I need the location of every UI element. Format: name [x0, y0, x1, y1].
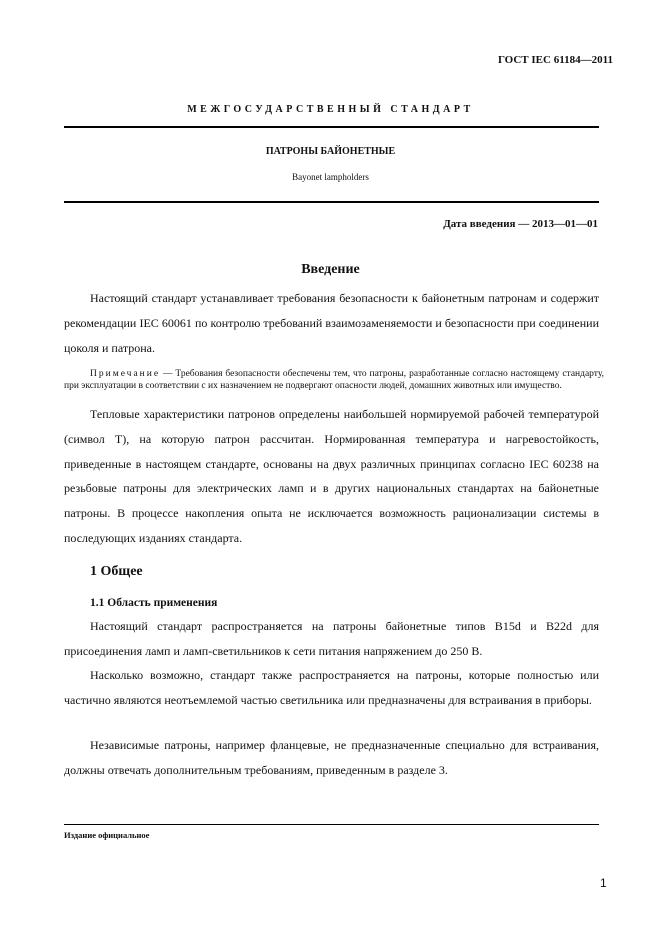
introduction-heading: Введение — [301, 262, 360, 277]
introduction-date: Дата введения — 2013—01—01 — [443, 218, 598, 230]
intro-paragraph-1: Настоящий стандарт устанавливает требования безопасности к байонетным патронам и содержит рекомендации IEC 60061 по контролю требований взаимозаменяемости и безопасности при соединении цоколя и патрона. — [64, 291, 599, 355]
standard-title-english: Bayonet lampholders — [292, 172, 369, 182]
standard-title: ПАТРОНЫ БАЙОНЕТНЫЕ — [265, 146, 396, 157]
title-divider — [64, 201, 599, 203]
interstate-standard-label: МЕЖГОСУДАРСТВЕННЫЙ СТАНДАРТ — [187, 104, 474, 115]
top-divider — [64, 126, 599, 128]
note-text: — Требования безопасности обеспечены тем, что патроны, разработанные согласно настоящему стандарту, при эксплуатации в соответствии с их назначением не подвергают опасности людей, домашних животных или имущество. — [64, 369, 604, 391]
footer-divider — [64, 824, 599, 825]
scope-paragraph-3: Независимые патроны, например фланцевые, не предназначенные специально для встраивания, должны отвечать дополнительным требованиям, приведенным в разделе 3. — [64, 738, 599, 777]
scope-paragraph-1: Настоящий стандарт распространяется на патроны байонетные типов B15d и B22d для присоединения ламп и ламп-светильников к сети питания напряжением до 250 В. — [64, 619, 599, 658]
page-number: 1 — [600, 876, 607, 890]
subsection-1-1-heading: 1.1 Область применения — [90, 597, 218, 609]
official-edition-label: Издание официальное — [64, 830, 150, 840]
intro-paragraph-2: Тепловые характеристики патронов определены наибольшей нормируемой рабочей температурой (символ T), на которую патрон рассчитан. Нормированная температура и нагревостойкость, приведенные в настоящем стандарте, основаны на двух различных принципах согласно IEC 60238 на резьбовые патроны для электрических ламп и в других национальных стандартах на байонетные патроны. В процессе накопления опыта не исключается возможность рационализации системы в последующих изданиях стандарта. — [64, 407, 599, 545]
scope-paragraph-2: Насколько возможно, стандарт также распространяется на патроны, которые полностью или частично являются неотъемлемой частью светильника или предназначены для встраивания в приборы. — [64, 668, 599, 707]
document-code: ГОСТ IEC 61184—2011 — [497, 54, 613, 66]
section-1-heading: 1 Общее — [90, 564, 143, 579]
intro-note — [64, 369, 604, 392]
note-label: Примечание — [90, 369, 161, 379]
